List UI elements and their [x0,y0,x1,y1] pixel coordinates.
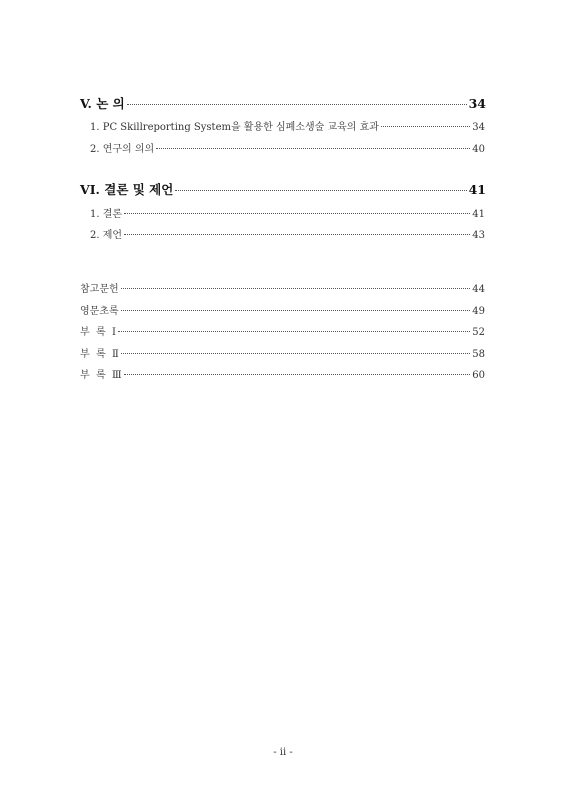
toc-section-6-1[interactable] [0,205,566,220]
toc-page-number: 43 [472,230,485,241]
toc-section-title: 1. 결론 [90,209,123,220]
dot-leader [121,353,470,354]
toc-page-number: 40 [472,144,485,155]
dot-leader [121,288,471,289]
dot-leader [118,331,470,332]
toc-page-number: 49 [472,306,485,317]
dot-leader [124,234,470,235]
toc-section-title: 2. 연구의 의의 [90,144,155,155]
toc-chapter-5[interactable] [0,94,566,112]
toc-section-title: 2. 제언 [90,230,123,241]
toc-section-title: 1. PC Skillreporting System을 활용한 심폐소생술 교육의 효과 [90,122,379,133]
toc-section-5-2[interactable] [0,140,566,155]
toc-page-number: 44 [472,284,485,295]
toc-appendix-2[interactable] [0,345,566,360]
toc-page-number: 34 [468,96,486,111]
toc-references[interactable] [0,280,566,295]
dot-leader [127,104,467,105]
toc-entry-title: 부 록 Ⅰ [80,327,116,338]
dot-leader [121,310,471,311]
toc-chapter-title: V. 논 의 [80,96,125,111]
toc-entry-title: 영문초록 [80,306,119,317]
dot-leader [124,374,471,375]
toc-appendix-1[interactable] [0,323,566,338]
toc-chapter-title: VI. 결론 및 제언 [80,182,174,197]
toc-entry-title: 참고문헌 [80,284,119,295]
dot-leader [175,190,466,191]
toc-section-5-1[interactable] [0,118,566,133]
toc-entry-title: 부 록 Ⅲ [80,370,122,381]
toc-english-abstract[interactable] [0,302,566,317]
toc-page-number: 60 [472,370,485,381]
toc-page-number: 58 [472,349,485,360]
toc-section-6-2[interactable] [0,226,566,241]
footer-page-number: - ii - [273,747,293,758]
toc-appendix-3[interactable] [0,366,566,381]
toc-chapter-6[interactable] [0,180,566,198]
dot-leader [124,213,470,214]
toc-entry-title: 부 록 Ⅱ [80,349,119,360]
toc-page-number: 41 [472,209,485,220]
toc-page-number: 34 [472,122,485,133]
toc-page-number: 41 [468,182,486,197]
dot-leader [156,148,470,149]
dot-leader [381,126,470,127]
toc-page-number: 52 [472,327,485,338]
